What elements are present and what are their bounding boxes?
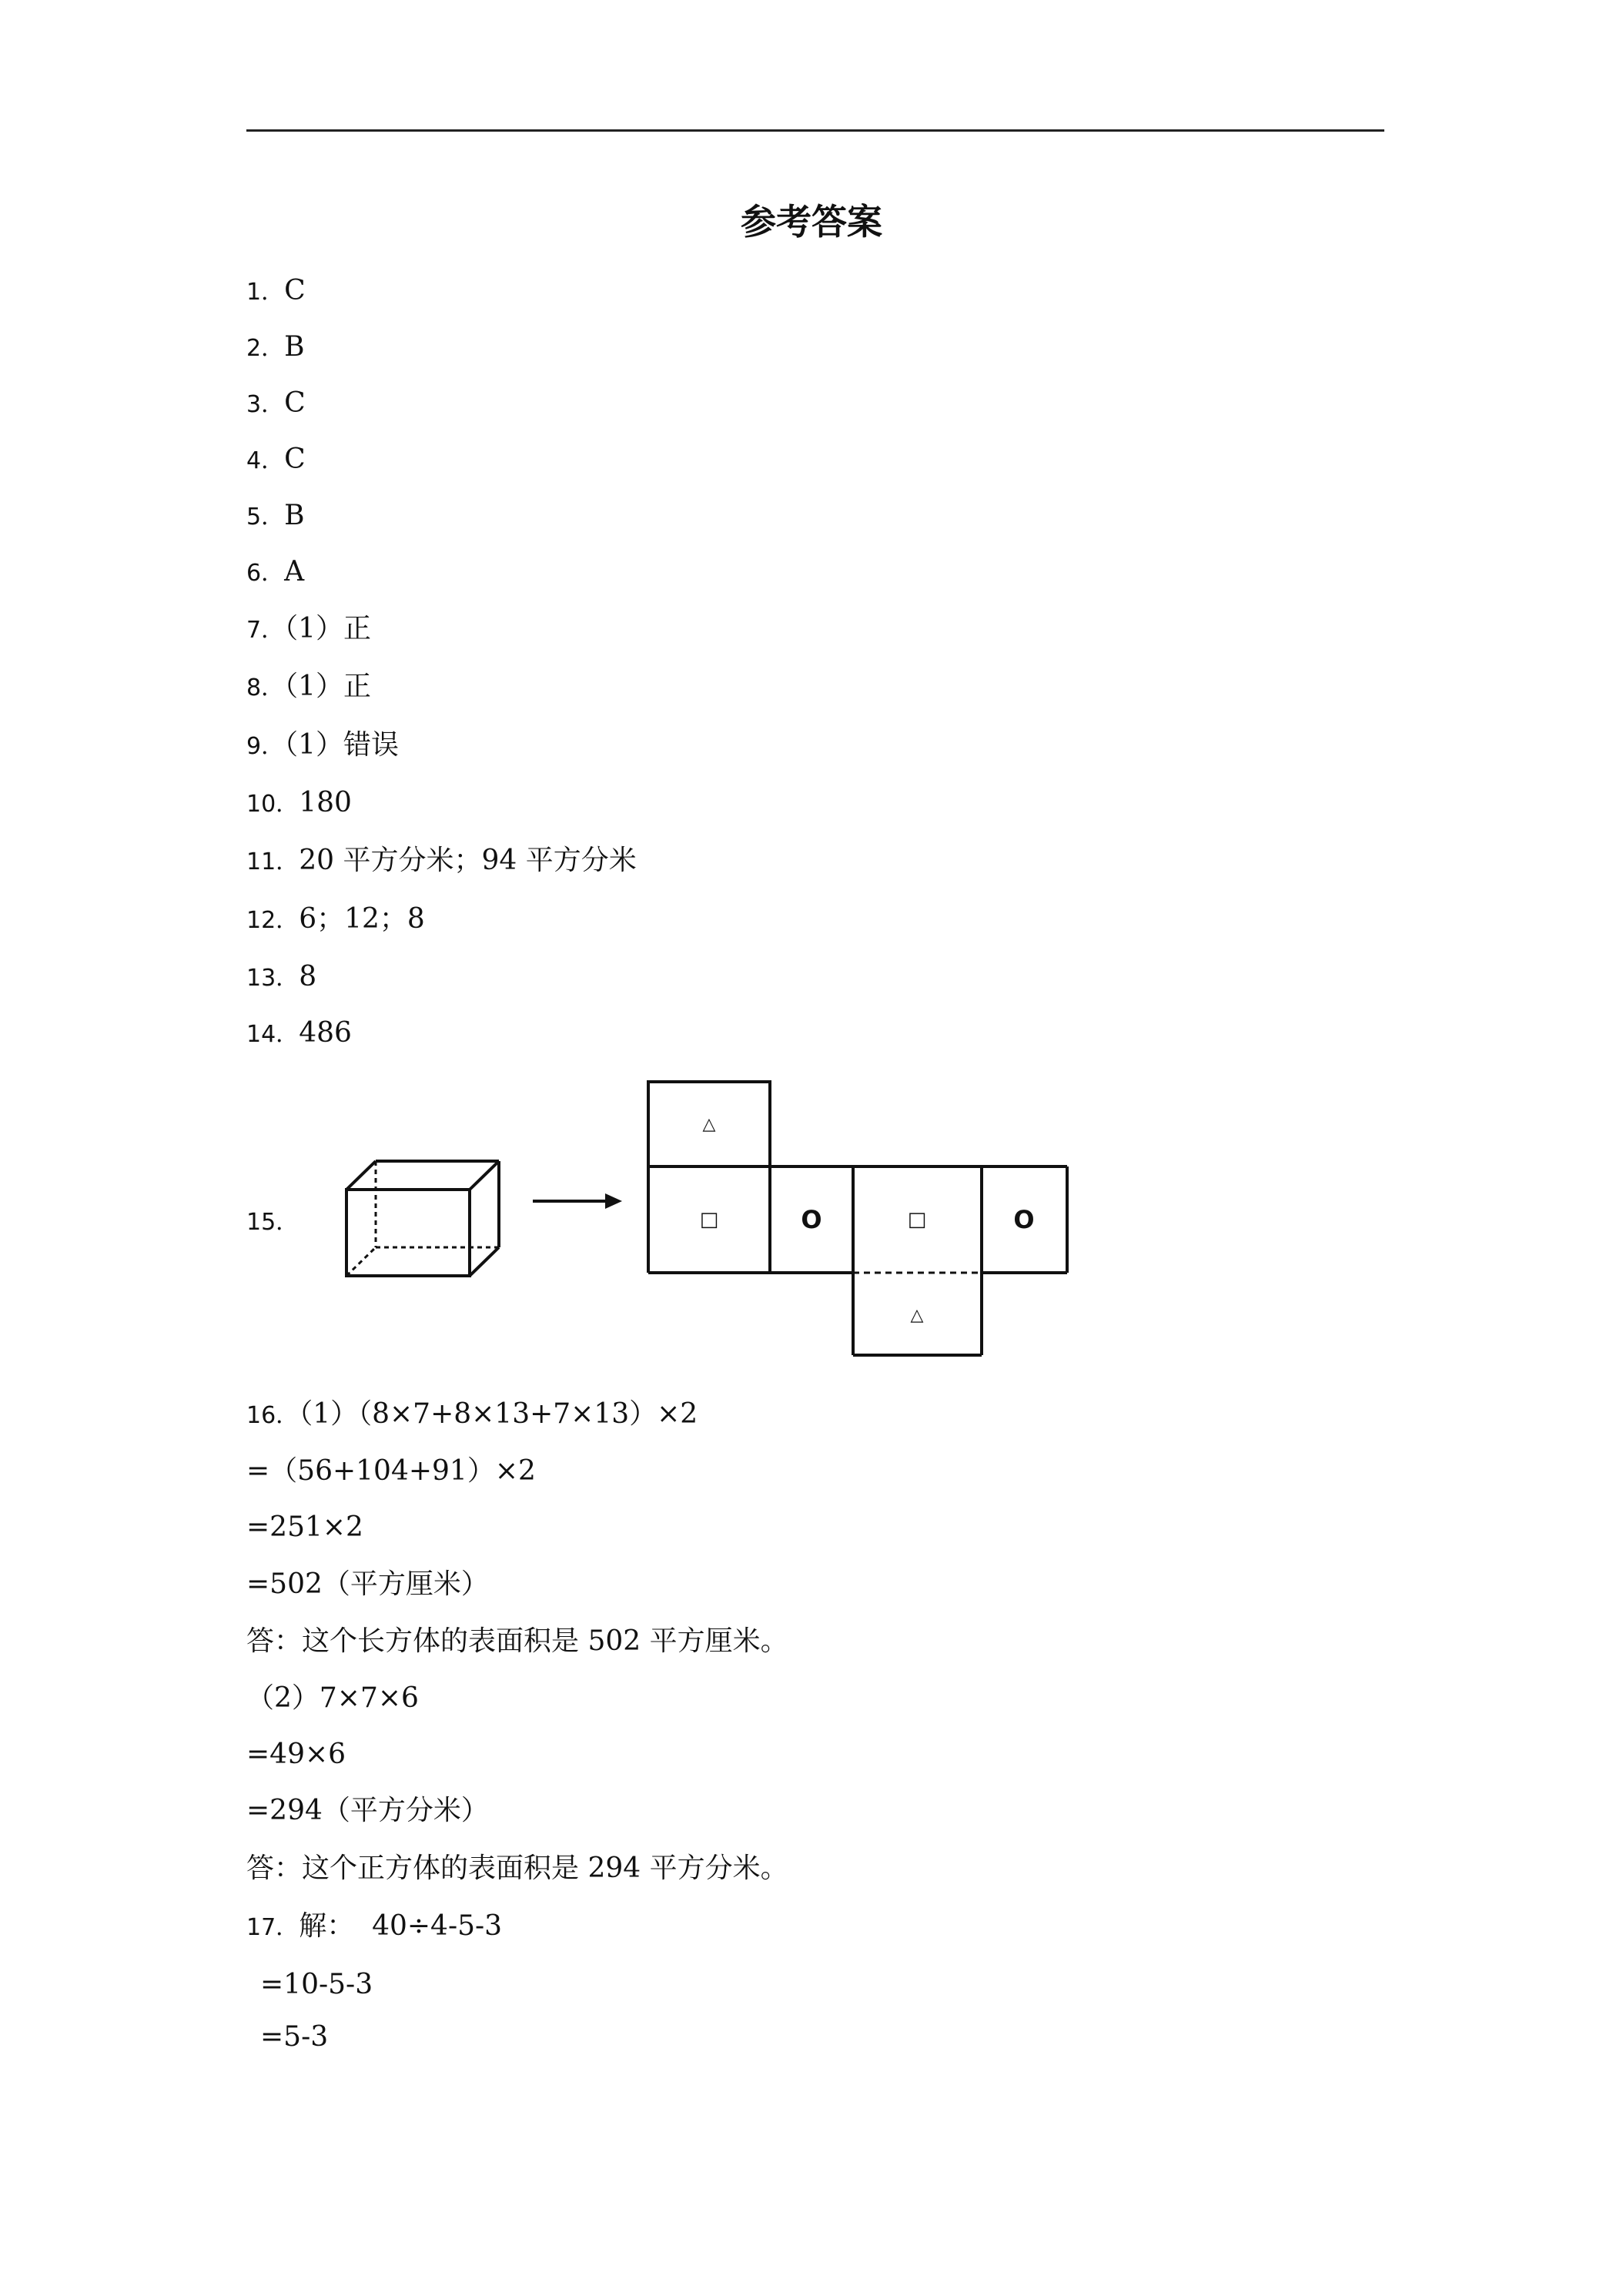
- answer-line: [246, 727, 399, 765]
- answer-number: 11．: [246, 848, 300, 875]
- page-title: 参考答案: [741, 201, 882, 243]
- answer-text: C: [284, 275, 306, 306]
- answer-number: 7．: [246, 617, 285, 644]
- answer-number: 8．: [246, 674, 285, 701]
- cuboid-drawing: [346, 1161, 499, 1276]
- answer-number: 2．: [246, 335, 285, 362]
- answer-line: [246, 901, 425, 939]
- answer-number: 6．: [246, 560, 285, 587]
- answer-text: A: [284, 556, 305, 587]
- answer-text: C: [284, 387, 306, 419]
- answer-number: 3．: [246, 391, 285, 418]
- circle-symbol: O: [1013, 1205, 1035, 1234]
- cuboid-net-figure: [331, 1074, 1086, 1367]
- answer-text: C: [284, 443, 306, 475]
- answer-line: [246, 554, 304, 592]
- answer-line: [246, 497, 305, 536]
- triangle-symbol: △: [910, 1306, 924, 1325]
- answer-line: [246, 611, 371, 649]
- answer-text: B: [284, 331, 305, 363]
- answer-line: [246, 441, 306, 480]
- working-line: =49×6: [246, 1739, 346, 1770]
- answer-number: 5．: [246, 504, 285, 530]
- working-line: =5-3: [260, 2021, 329, 2053]
- circle-symbol: O: [801, 1205, 822, 1234]
- answer-text: （1）正: [284, 613, 371, 644]
- working-line: （2）7×7×6: [246, 1682, 419, 1714]
- working-line: =294（平方分米）: [246, 1795, 489, 1826]
- answer-line: [246, 273, 306, 311]
- working-line: =（56+104+91）×2: [246, 1455, 536, 1487]
- answer-text: 180: [299, 787, 352, 818]
- square-symbol: □: [699, 1208, 719, 1231]
- arrow-right-icon: [533, 1193, 622, 1209]
- answer-number: 17．: [246, 1914, 300, 1941]
- answer-number: 12．: [246, 907, 300, 934]
- answer-statement: 答：这个正方体的表面积是 294 平方分米。: [246, 1853, 788, 1884]
- working-line: =10-5-3: [260, 1969, 373, 2000]
- header-rule: [246, 129, 1384, 132]
- answer-text: （1）正: [284, 671, 371, 702]
- answer-line: [246, 1396, 698, 1434]
- working-line: 解： 40÷4-5-3: [299, 1910, 503, 1942]
- answer-line: [246, 842, 637, 881]
- answer-line: [246, 329, 305, 367]
- answer-text: 6；12；8: [299, 903, 425, 935]
- answer-text: （1）错误: [284, 729, 399, 761]
- answer-number: 14．: [246, 1021, 300, 1048]
- answer-statement: 答：这个长方体的表面积是 502 平方厘米。: [246, 1625, 788, 1657]
- answer-number: 1．: [246, 279, 285, 306]
- answer-line: [246, 668, 371, 707]
- answer-number: 10．: [246, 791, 300, 818]
- answer-line: [246, 1908, 502, 1946]
- answer-number: 16．: [246, 1402, 300, 1429]
- answer-line: [246, 1015, 352, 1053]
- answer-line: [246, 785, 352, 823]
- working-line: （1）（8×7+8×13+7×13）×2: [299, 1398, 698, 1430]
- q15-number: 15．: [246, 1209, 300, 1236]
- answer-text: 8: [299, 961, 317, 992]
- answer-text: 20 平方分米；94 平方分米: [299, 845, 637, 876]
- triangle-symbol: △: [702, 1115, 716, 1134]
- answer-number: 4．: [246, 447, 285, 474]
- square-symbol: □: [907, 1208, 927, 1231]
- answer-number: 9．: [246, 733, 285, 760]
- answer-text: 486: [299, 1017, 352, 1049]
- working-line: =251×2: [246, 1511, 363, 1543]
- answer-number: 13．: [246, 965, 300, 992]
- working-line: =502（平方厘米）: [246, 1568, 489, 1600]
- answer-line: [246, 385, 306, 423]
- answer-line: [246, 959, 316, 997]
- answer-text: B: [284, 500, 305, 531]
